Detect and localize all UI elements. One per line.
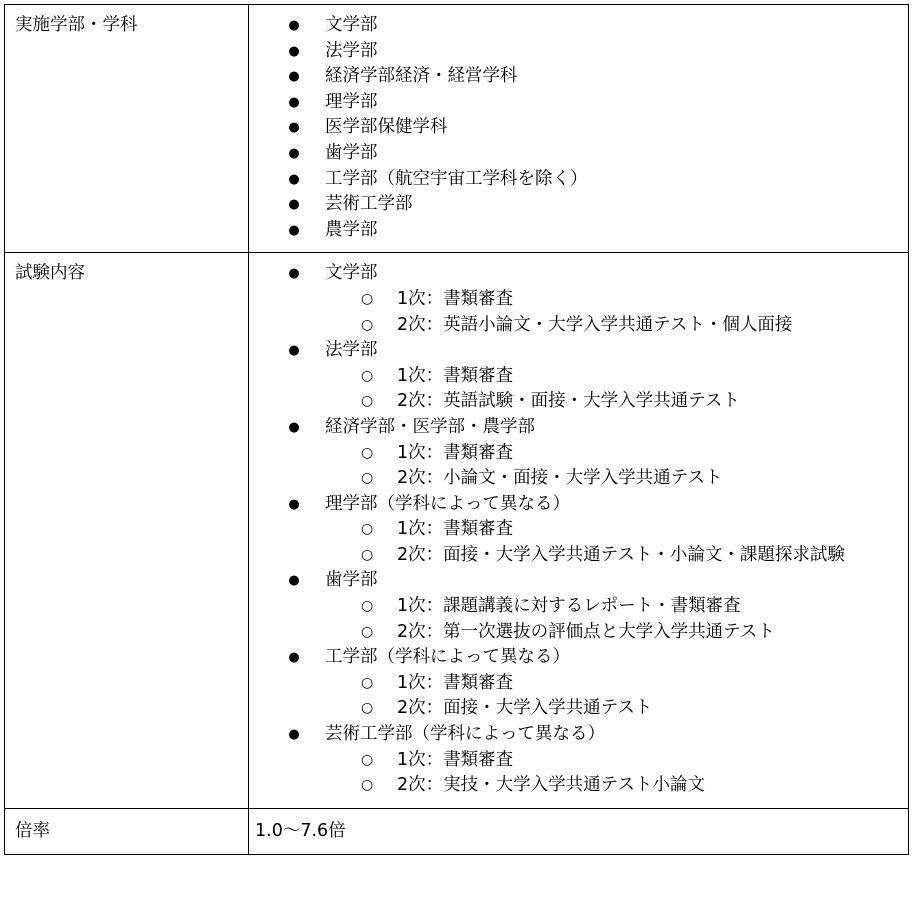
exam-group-name: 工学部（学科によって異なる） (325, 647, 570, 668)
exam-stage-list (325, 517, 896, 568)
exam-group-name: 経済学部・医学部・農学部 (325, 416, 535, 437)
exam-stage-text: 2次：小論文・面接・大学入学共通テスト (397, 468, 723, 489)
exam-group-name: 歯学部 (325, 570, 378, 591)
exam-stage-text: 2次：実技・大学入学共通テスト小論文 (397, 775, 705, 796)
exam-stage-list (325, 748, 896, 799)
list-item (288, 218, 896, 244)
faculty-name: 工学部（航空宇宙工学科を除く） (325, 168, 588, 189)
list-item (288, 141, 896, 167)
exam-stage (361, 620, 896, 646)
exam-stage (361, 696, 896, 722)
bullet-icon: ● (288, 266, 300, 282)
circle-bullet-icon: ○ (361, 316, 374, 333)
exam-stage (361, 671, 896, 697)
bullet-icon: ● (288, 171, 300, 187)
circle-bullet-icon: ○ (361, 623, 374, 640)
list-item (288, 90, 896, 116)
exam-stage-list (325, 441, 896, 492)
list-item (288, 39, 896, 65)
bullet-icon: ● (288, 727, 300, 743)
exam-stage-text: 2次：面接・大学入学共通テスト・小論文・課題探求試験 (397, 544, 845, 565)
exam-cell (249, 253, 909, 808)
exam-group (288, 645, 896, 722)
exam-stage (361, 594, 896, 620)
exam-group (288, 568, 896, 645)
circle-bullet-icon: ○ (361, 393, 374, 410)
ratio-value: 1.0〜7.6倍 (249, 808, 909, 855)
exam-stage (361, 389, 896, 415)
table-row-ratio (5, 808, 909, 855)
exam-stage (361, 773, 896, 799)
bullet-icon: ● (288, 120, 300, 136)
exam-stage (361, 543, 896, 569)
bullet-icon: ● (288, 222, 300, 238)
exam-group (288, 415, 896, 492)
exam-group (288, 261, 896, 338)
circle-bullet-icon: ○ (361, 674, 374, 691)
bullet-icon: ● (288, 43, 300, 59)
exam-stage-text: 2次：英語小論文・大学入学共通テスト・個人面接 (397, 314, 793, 335)
circle-bullet-icon: ○ (361, 751, 374, 768)
circle-bullet-icon: ○ (361, 598, 374, 615)
exam-stage-text: 1次：書類審査 (397, 442, 514, 463)
faculty-name: 文学部 (325, 15, 378, 35)
exam-stage (361, 287, 896, 313)
admissions-info-table (4, 4, 909, 855)
list-item (288, 167, 896, 193)
exam-stage-list (325, 594, 896, 645)
exam-group (288, 722, 896, 799)
exam-stage (361, 748, 896, 774)
circle-bullet-icon: ○ (361, 290, 374, 307)
circle-bullet-icon: ○ (361, 444, 374, 461)
faculty-list (249, 13, 896, 243)
exam-stage-list (325, 287, 896, 338)
circle-bullet-icon: ○ (361, 521, 374, 538)
table-row-exam (5, 253, 909, 808)
exam-group (288, 492, 896, 569)
exam-group-name: 文学部 (325, 263, 378, 284)
bullet-icon: ● (288, 94, 300, 110)
exam-list (249, 261, 896, 798)
faculty-name: 法学部 (325, 40, 378, 61)
exam-stage-text: 2次：面接・大学入学共通テスト (397, 698, 653, 719)
exam-stage (361, 364, 896, 390)
bullet-icon: ● (288, 573, 300, 589)
faculty-name: 芸術工学部 (325, 194, 413, 215)
exam-stage-text: 2次：第一次選抜の評価点と大学入学共通テスト (397, 621, 775, 642)
faculty-name: 歯学部 (325, 142, 378, 163)
table-row-faculties (5, 5, 909, 253)
exam-group-name: 芸術工学部（学科によって異なる） (325, 724, 605, 745)
list-item (288, 115, 896, 141)
exam-stage-text: 2次：英語試験・面接・大学入学共通テスト (397, 391, 740, 412)
exam-stage-text: 1次：課題講義に対するレポート・書類審査 (397, 596, 741, 617)
exam-group-name: 理学部（学科によって異なる） (325, 493, 570, 514)
bullet-icon: ● (288, 145, 300, 161)
bullet-icon: ● (288, 69, 300, 85)
exam-stage (361, 517, 896, 543)
circle-bullet-icon: ○ (361, 546, 374, 563)
bullet-icon: ● (288, 343, 300, 359)
circle-bullet-icon: ○ (361, 470, 374, 487)
faculties-cell (249, 5, 909, 253)
exam-stage-text: 1次：書類審査 (397, 288, 514, 309)
circle-bullet-icon: ○ (361, 367, 374, 384)
exam-stage-list (325, 671, 896, 722)
list-item (288, 192, 896, 218)
exam-stage-text: 1次：書類審査 (397, 749, 514, 770)
faculties-label: 実施学部・学科 (5, 5, 249, 253)
exam-label: 試験内容 (5, 253, 249, 808)
exam-stage-text: 1次：書類審査 (397, 519, 514, 540)
exam-stage (361, 313, 896, 339)
exam-stage-text: 1次：書類審査 (397, 365, 514, 386)
faculty-name: 経済学部経済・経営学科 (325, 66, 518, 87)
bullet-icon: ● (288, 419, 300, 435)
bullet-icon: ● (288, 496, 300, 512)
faculty-name: 医学部保健学科 (325, 117, 448, 138)
exam-stage-list (325, 364, 896, 415)
exam-stage (361, 441, 896, 467)
bullet-icon: ● (288, 197, 300, 213)
circle-bullet-icon: ○ (361, 777, 374, 794)
exam-group-name: 法学部 (325, 340, 378, 361)
bullet-icon: ● (288, 650, 300, 666)
exam-group (288, 338, 896, 415)
exam-stage-text: 1次：書類審査 (397, 672, 514, 693)
faculty-name: 農学部 (325, 219, 378, 240)
faculty-name: 理学部 (325, 91, 378, 112)
circle-bullet-icon: ○ (361, 700, 374, 717)
ratio-label: 倍率 (5, 808, 249, 855)
bullet-icon: ● (288, 18, 300, 33)
list-item (288, 13, 896, 39)
exam-stage (361, 466, 896, 492)
list-item (288, 64, 896, 90)
